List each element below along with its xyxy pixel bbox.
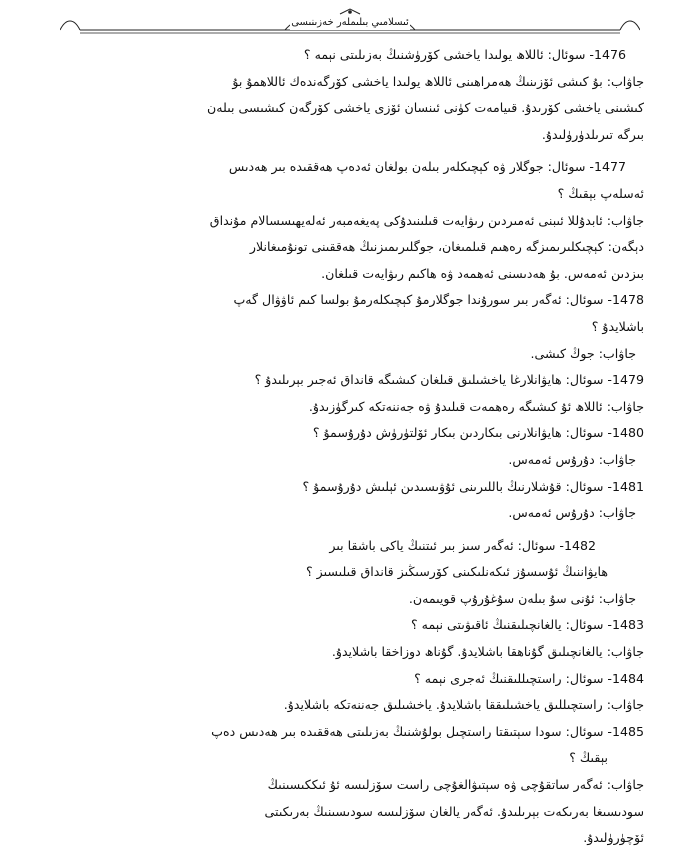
text-line: جاۋاب: ئابدۇللا ئىبنى ئەمىردىن رىۋايەت قىلىنىدۇكى پەيغەمبەر ئەلەيھىسسالام مۇنداق — [209, 212, 644, 228]
text-line: 1480- سوئال: ھايۋانلارنى بىكاردىن بىكار ئۆلتۈرۈش دۇرۇسمۇ ؟ — [312, 425, 644, 441]
text-line: جاۋاب: جوڭ كىشى. — [530, 345, 636, 361]
text-line: ھايۋاننىڭ ئۇسسۇز ئىكەنلىكىنى كۆرسىڭىز قانداق قىلىسىز ؟ — [306, 564, 608, 580]
text-line: جاۋاب: بۇ كىشى ئۆزىنىڭ ھەمراھىنى ئاللاھ يولىدا ياخشى كۆرگەندەك ئاللاھمۇ بۇ — [232, 73, 644, 89]
text-line: 1481- سوئال: قۇشلارنىڭ باللىرىنى ئۇۋىسىدىن ئېلىش دۇرۇسمۇ ؟ — [302, 478, 644, 494]
text-line: جاۋاب: دۇرۇس ئەمەس. — [508, 451, 636, 467]
text-line: بېقىڭ ؟ — [569, 750, 608, 766]
text-line: 1484- سوئال: راستچىللىقنىڭ ئەجرى نېمە ؟ — [414, 670, 644, 686]
text-line: ئەسلەپ بېقىڭ ؟ — [557, 185, 644, 201]
text-line: 1476- سوئال: ئاللاھ يولىدا ياخشى كۆرۈشنىڭ بەزىلىتى نېمە ؟ — [303, 47, 626, 62]
text-line: جاۋاب: ئەگەر ساتقۇچى ۋە سېتىۋالغۇچى راست سۆزلىسە ئۇ ئىككىسىنىڭ — [267, 777, 644, 793]
text-line: 1477- سوئال: جوگلار ۋە كېچىكلەر بىلەن بولغان ئەدەپ ھەققىدە بىر ھەدىس — [228, 159, 626, 175]
page-header — [60, 8, 640, 38]
text-line: جاۋاب: ئاللاھ ئۇ كىشىگە رەھمەت قىلىدۇ ۋە جەننەتكە كىرگۈزىدۇ. — [308, 398, 644, 414]
text-line: جاۋاب: راستچىللىق ياخشىلىققا باشلايدۇ. ياخشىلىق جەننەتكە باشلايدۇ. — [283, 697, 644, 713]
text-line: باشلايدۇ ؟ — [591, 318, 644, 334]
text-line: 1478- سوئال: ئەگەر بىر سورۇندا جوگلارمۇ كېچىكلەرمۇ بولسا كىم ئاۋۋال گەپ — [233, 292, 644, 308]
text-line: جاۋاب: ئۇنى سۇ بىلەن سۇغۇرۇپ قويىمەن. — [408, 590, 636, 606]
text-line: ئۆچۈرۈلىدۇ. — [583, 830, 644, 846]
text-line: 1483- سوئال: يالغانچىلىقنىڭ ئاقىۋىتى نېمە ؟ — [411, 617, 644, 633]
text-line: 1479- سوئال: ھايۋانلارغا ياخشىلىق قىلغان كىشىگە قانداق ئەجىر بېرىلىدۇ ؟ — [254, 372, 644, 388]
document-body — [60, 42, 644, 852]
text-line: بىزدىن ئەمەس. بۇ ھەدىسنى ئەھمەد ۋە ھاكىم رىۋايەت قىلغان. — [321, 265, 644, 281]
text-line: دېگەن: كېچىكلىرىمىزگە رەھىم قىلمىغان، جوگلىرىمىزنىڭ ھەققىنى تونۇمىغانلار — [249, 239, 644, 255]
text-line: جاۋاب: يالغانچىلىق گۇناھقا باشلايدۇ. گۇناھ دوزاخقا باشلايدۇ. — [331, 644, 644, 660]
header-title: ئىسلامىي بىلىملەر خەزىنىسى — [291, 17, 409, 28]
text-line: كىشىنى ياخشى كۆرىدۇ. قىيامەت كۈنى ئىنسان ئۆزى ياخشى كۆرگەن كىشىسى بىلەن — [207, 100, 644, 116]
text-line: سودىسىغا بەرىكەت بېرىلىدۇ. ئەگەر يالغان سۆزلىسە سودىسىنىڭ بەرىكىتى — [264, 803, 644, 819]
text-line: بىرگە تىرىلدۈرۈلىدۇ. — [541, 126, 644, 142]
text-line: 1485- سوئال: سودا سېتىقتا راستچىل بولۇشنىڭ بەزىلىتى ھەققىدە بىر ھەدىس دەپ — [211, 723, 644, 739]
text-line: 1482- سوئال: ئەگەر سىز بىر ئىتنىڭ ياكى باشقا بىر — [329, 537, 596, 553]
text-line: جاۋاب: دۇرۇس ئەمەس. — [508, 505, 636, 521]
